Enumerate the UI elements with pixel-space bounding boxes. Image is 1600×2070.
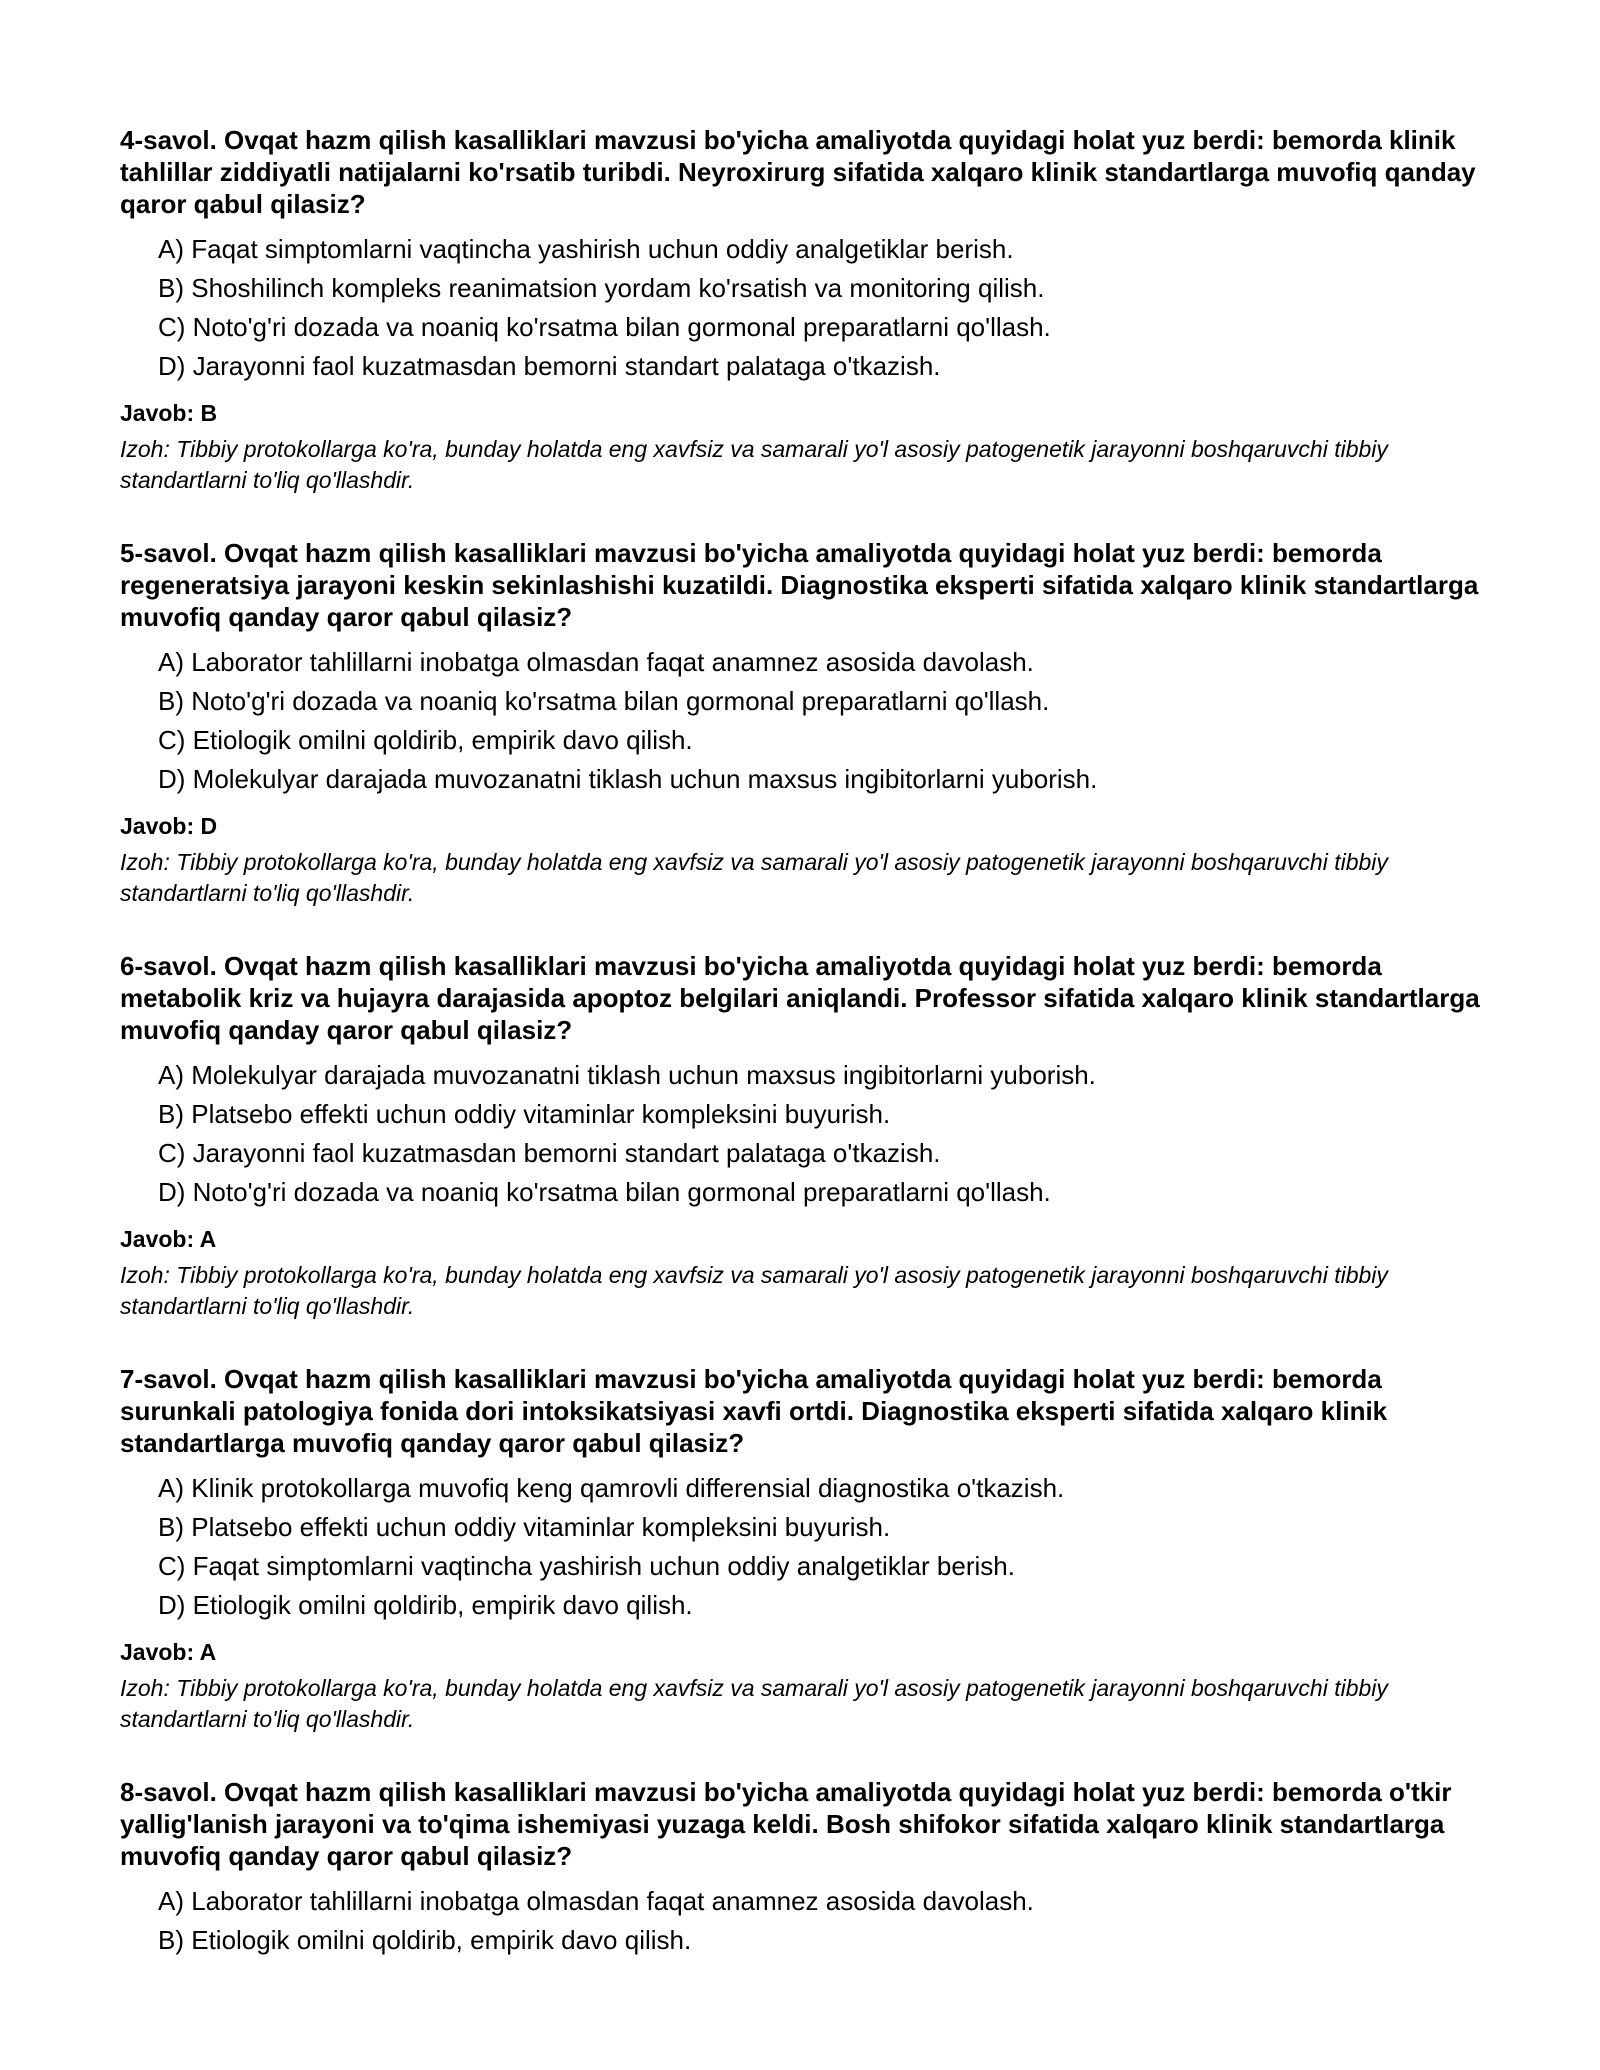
options-list — [120, 1469, 1500, 1625]
option-b: B) Etiologik omilni qoldirib, empirik davo qilish. — [158, 1925, 692, 1955]
explanation-text: Izoh: Tibbiy protokollarga ko'ra, bunday holatda eng xavfsiz va samarali yo'l asosiy patogenetik jarayonni boshqaruvchi tibbiy standartlarni to'liq qo'llashdir. — [120, 849, 1388, 906]
document-page — [120, 124, 1500, 2001]
option-a: A) Klinik protokollarga muvofiq keng qamrovli differensial diagnostika o'tkazish. — [158, 1473, 1065, 1503]
option-a: A) Laborator tahlillarni inobatga olmasdan faqat anamnez asosida davolash. — [158, 647, 1034, 677]
option-c: C) Etiologik omilni qoldirib, empirik davo qilish. — [158, 725, 693, 755]
option-c: C) Faqat simptomlarni vaqtincha yashirish uchun oddiy analgetiklar berish. — [158, 1551, 1015, 1581]
question-text: 6-savol. Ovqat hazm qilish kasalliklari mavzusi bo'yicha amaliyotda quyidagi holat yuz berdi: bemorda metabolik kriz va hujayra darajasida apoptoz belgilari aniqlandi. Professor sifatida xalqaro klinik standartlarga muvofiq qanday qaror qabul qilasiz? — [120, 951, 1480, 1045]
option-d: D) Noto'g'ri dozada va noaniq ko'rsatma bilan gormonal preparatlarni qo'llash. — [158, 1177, 1051, 1207]
options-list — [120, 230, 1500, 386]
question-block — [120, 537, 1500, 909]
options-list — [120, 1882, 1500, 1960]
answer-label: Javob: A — [120, 1226, 217, 1252]
question-text: 4-savol. Ovqat hazm qilish kasalliklari mavzusi bo'yicha amaliyotda quyidagi holat yuz berdi: bemorda klinik tahlillar ziddiyatli natijalarni ko'rsatib turibdi. Neyroxirurg sifatida xalqaro klinik standartlarga muvofiq qanday qaror qabul qilasiz? — [120, 125, 1476, 219]
question-block — [120, 950, 1500, 1322]
question-block — [120, 1363, 1500, 1735]
option-b: B) Shoshilinch kompleks reanimatsion yordam ko'rsatish va monitoring qilish. — [158, 273, 1045, 303]
option-a: A) Laborator tahlillarni inobatga olmasdan faqat anamnez asosida davolash. — [158, 1886, 1034, 1916]
option-c: C) Noto'g'ri dozada va noaniq ko'rsatma bilan gormonal preparatlarni qo'llash. — [158, 312, 1051, 342]
answer-label: Javob: D — [120, 813, 218, 839]
option-d: D) Etiologik omilni qoldirib, empirik davo qilish. — [158, 1590, 693, 1620]
question-block — [120, 1776, 1500, 1960]
question-text: 8-savol. Ovqat hazm qilish kasalliklari mavzusi bo'yicha amaliyotda quyidagi holat yuz berdi: bemorda o'tkir yallig'lanish jarayoni va to'qima ishemiyasi yuzaga keldi. Bosh shifokor sifatida xalqaro klinik standartlarga muvofiq qanday qaror qabul qilasiz? — [120, 1777, 1452, 1871]
option-b: B) Platsebo effekti uchun oddiy vitaminlar kompleksini buyurish. — [158, 1099, 891, 1129]
option-c: C) Jarayonni faol kuzatmasdan bemorni standart palataga o'tkazish. — [158, 1138, 941, 1168]
question-text: 7-savol. Ovqat hazm qilish kasalliklari mavzusi bo'yicha amaliyotda quyidagi holat yuz berdi: bemorda surunkali patologiya fonida dori intoksikatsiyasi xavfi ortdi. Diagnostika eksperti sifatida xalqaro klinik standartlarga muvofiq qanday qaror qabul qilasiz? — [120, 1364, 1388, 1458]
explanation-text: Izoh: Tibbiy protokollarga ko'ra, bunday holatda eng xavfsiz va samarali yo'l asosiy patogenetik jarayonni boshqaruvchi tibbiy standartlarni to'liq qo'llashdir. — [120, 436, 1388, 493]
answer-label: Javob: A — [120, 1639, 217, 1665]
option-d: D) Jarayonni faol kuzatmasdan bemorni standart palataga o'tkazish. — [158, 351, 941, 381]
option-b: B) Noto'g'ri dozada va noaniq ko'rsatma bilan gormonal preparatlarni qo'llash. — [158, 686, 1050, 716]
options-list — [120, 1056, 1500, 1212]
option-a: A) Faqat simptomlarni vaqtincha yashirish uchun oddiy analgetiklar berish. — [158, 234, 1014, 264]
option-d: D) Molekulyar darajada muvozanatni tiklash uchun maxsus ingibitorlarni yuborish. — [158, 764, 1098, 794]
explanation-text: Izoh: Tibbiy protokollarga ko'ra, bunday holatda eng xavfsiz va samarali yo'l asosiy patogenetik jarayonni boshqaruvchi tibbiy standartlarni to'liq qo'llashdir. — [120, 1675, 1388, 1732]
option-a: A) Molekulyar darajada muvozanatni tiklash uchun maxsus ingibitorlarni yuborish. — [158, 1060, 1096, 1090]
options-list — [120, 643, 1500, 799]
explanation-text: Izoh: Tibbiy protokollarga ko'ra, bunday holatda eng xavfsiz va samarali yo'l asosiy patogenetik jarayonni boshqaruvchi tibbiy standartlarni to'liq qo'llashdir. — [120, 1262, 1388, 1319]
question-text: 5-savol. Ovqat hazm qilish kasalliklari mavzusi bo'yicha amaliyotda quyidagi holat yuz berdi: bemorda regeneratsiya jarayoni keskin sekinlashishi kuzatildi. Diagnostika eksperti sifatida xalqaro klinik standartlarga muvofiq qanday qaror qabul qilasiz? — [120, 538, 1479, 632]
answer-label: Javob: B — [120, 400, 218, 426]
question-block — [120, 124, 1500, 496]
option-b: B) Platsebo effekti uchun oddiy vitaminlar kompleksini buyurish. — [158, 1512, 891, 1542]
